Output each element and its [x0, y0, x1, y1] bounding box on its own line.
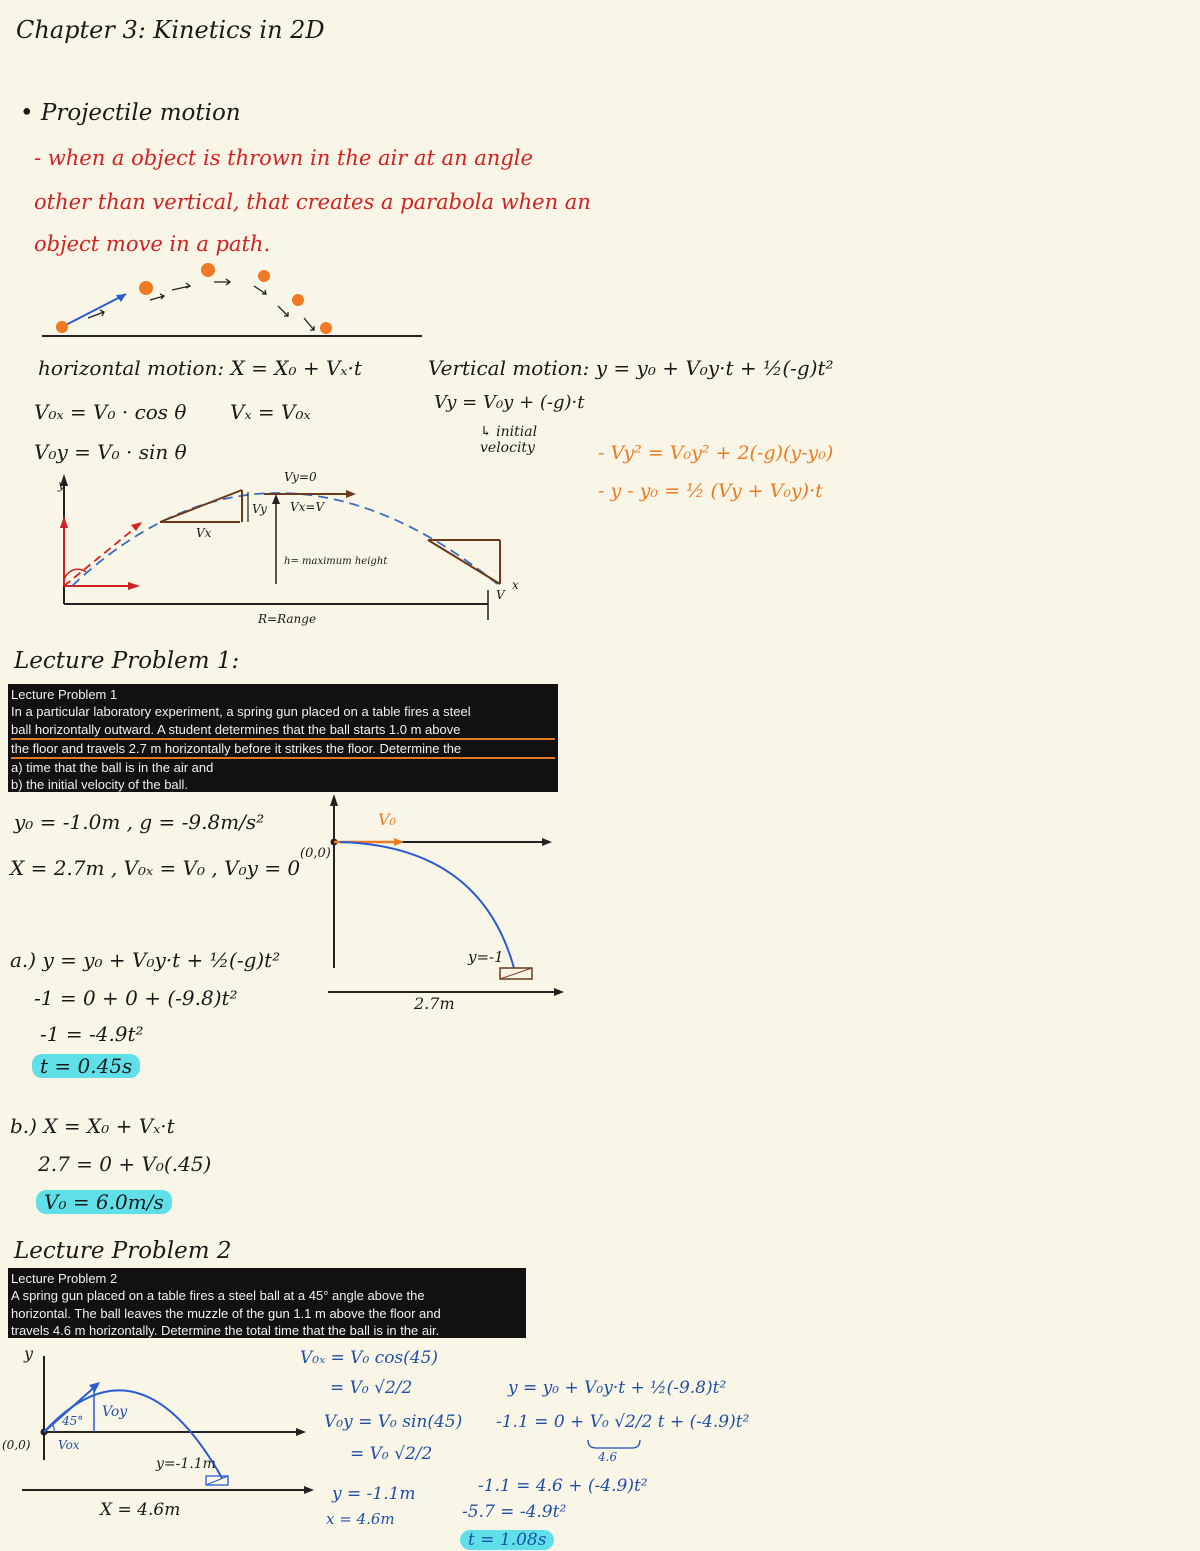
label-vy0: Vy=0: [284, 470, 317, 484]
lp2-right-3: -1.1 = 4.6 + (-4.9)t²: [478, 1476, 648, 1496]
v0x-eq: V₀ₓ = V₀ · cos θ: [34, 400, 187, 424]
lp1-b-step-1: b.) X = X₀ + Vₓ·t: [10, 1114, 175, 1138]
vy-eq: Vy = V₀y + (-g)·t: [434, 392, 585, 413]
lp2-graph-y-axis: y: [24, 1344, 34, 1363]
label-vxv: Vx=V: [290, 500, 325, 514]
lp1-box-line-5: a) time that the ball is in the air and: [11, 760, 214, 776]
lp1-box-line-3: ball horizontally outward. A student determines that the ball starts 1.0 m above: [11, 721, 555, 740]
label-x-axis: x: [512, 578, 519, 592]
label-vx: Vx: [196, 526, 212, 540]
initial-velocity-note: ↳ initial velocity: [480, 424, 538, 456]
label-max-height: h= maximum height: [284, 556, 388, 567]
lp2-graph-origin: (0,0): [2, 1438, 31, 1452]
lp2-graph-x: X = 4.6m: [100, 1500, 181, 1520]
lp2-graph-vox: Vox: [58, 1438, 80, 1452]
lp2-box-line-1: Lecture Problem 2: [11, 1271, 118, 1286]
vertical-motion-eq: Vertical motion: y = y₀ + V₀y·t + ½(-g)t²: [428, 356, 834, 380]
lp1-box-line-2: In a particular laboratory experiment, a spring gun placed on a table fires a steel: [11, 704, 471, 720]
label-v-final: V: [496, 588, 505, 602]
lp2-right-1: y = y₀ + V₀y·t + ½(-9.8)t²: [508, 1378, 727, 1398]
lp1-given-2: X = 2.7m , V₀ₓ = V₀ , V₀y = 0: [10, 856, 301, 880]
page-title: Chapter 3: Kinetics in 2D: [16, 16, 325, 44]
lp2-right-sub: 4.6: [598, 1450, 618, 1464]
lp2-right-2: -1.1 = 0 + V₀ √2/2 t + (-4.9)t²: [496, 1412, 750, 1432]
lp1-box-line-6: b) the initial velocity of the ball.: [11, 777, 189, 792]
lp2-work-5: y = -1.1m: [332, 1484, 416, 1504]
label-range: R=Range: [258, 612, 317, 626]
lp1-given-1: y₀ = -1.0m , g = -9.8m/s²: [14, 810, 265, 834]
label-vy: Vy: [252, 502, 267, 516]
lp2-box-line-2: A spring gun placed on a table fires a steel ball at a 45° angle above the: [11, 1288, 425, 1304]
lp2-work-6: x = 4.6m: [326, 1510, 395, 1528]
lp1-graph-v0: V₀: [378, 810, 396, 829]
lp1-b-answer: V₀ = 6.0m/s: [36, 1190, 172, 1214]
definition-line-1: - when a object is thrown in the air at an angle: [34, 146, 533, 170]
lp1-a-answer: t = 0.45s: [32, 1054, 140, 1078]
v0y-eq: V₀y = V₀ · sin θ: [34, 440, 187, 464]
lp1-b-step-2: 2.7 = 0 + V₀(.45): [38, 1152, 212, 1176]
lp2-box-line-4: travels 4.6 m horizontally. Determine the total time that the ball is in the air.: [11, 1322, 440, 1338]
lp2-work-4: = V₀ √2/2: [350, 1444, 433, 1464]
lp2-graph-yval: y=-1.1m: [156, 1456, 216, 1472]
lp1-box-line-4: the floor and travels 2.7 m horizontally before it strikes the floor. Determine the: [11, 740, 555, 759]
lp1-graph-x: 2.7m: [414, 994, 455, 1013]
lp1-a-step-3: -1 = -4.9t²: [40, 1022, 144, 1046]
lp2-heading: Lecture Problem 2: [14, 1238, 232, 1264]
vx-eq: Vₓ = V₀ₓ: [230, 400, 311, 424]
lp2-right-4: -5.7 = -4.9t²: [462, 1502, 567, 1522]
definition-line-3: object move in a path.: [34, 232, 271, 256]
horizontal-motion-eq: horizontal motion: X = X₀ + Vₓ·t: [38, 356, 362, 380]
lp1-box-line-1: Lecture Problem 1: [11, 687, 118, 702]
lp2-work-1: V₀ₓ = V₀ cos(45): [300, 1348, 439, 1368]
lp1-graph-y: y=-1: [468, 948, 504, 966]
lp2-graph-voy: Voy: [102, 1404, 128, 1420]
lp2-work-2: = V₀ √2/2: [330, 1378, 413, 1398]
lp1-graph-origin: (0,0): [300, 846, 331, 861]
label-y-axis: y: [58, 478, 65, 492]
lp1-a-step-2: -1 = 0 + 0 + (-9.8)t²: [34, 986, 238, 1010]
lp2-answer: t = 1.08s: [460, 1530, 554, 1550]
lp1-a-step-1: a.) y = y₀ + V₀y·t + ½(-g)t²: [10, 948, 281, 972]
projectile-heading: • Projectile motion: [20, 100, 241, 126]
lp2-box-line-3: horizontal. The ball leaves the muzzle of the gun 1.1 m above the floor and: [11, 1305, 441, 1321]
lp2-work-3: V₀y = V₀ sin(45): [324, 1412, 463, 1432]
orange-eq-2: - y - y₀ = ½ (Vy + V₀y)·t: [598, 480, 823, 502]
orange-eq-1: - Vy² = V₀y² + 2(-g)(y-y₀): [598, 442, 834, 464]
lp1-heading: Lecture Problem 1:: [14, 648, 240, 674]
lp2-graph-angle: 45°: [62, 1414, 84, 1428]
definition-line-2: other than vertical, that creates a parabola when an: [34, 190, 591, 214]
